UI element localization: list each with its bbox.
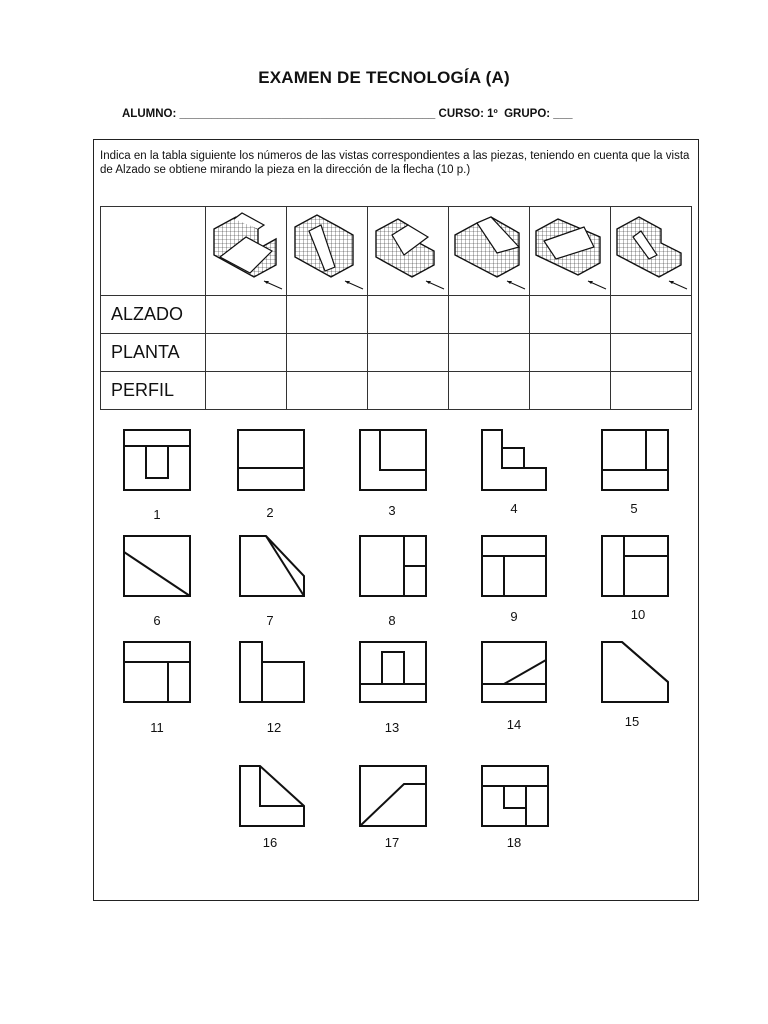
answer-cell[interactable] <box>449 296 530 334</box>
view-number: 3 <box>388 503 396 518</box>
answer-cell[interactable] <box>287 296 368 334</box>
piece-4-isometric <box>449 207 529 290</box>
piece-cell-2 <box>287 207 368 296</box>
view-number: 2 <box>266 505 274 520</box>
piece-cell-4 <box>449 207 530 296</box>
row-label-planta: PLANTA <box>101 334 206 372</box>
view-number: 4 <box>510 501 518 516</box>
row-label-alzado: ALZADO <box>101 296 206 334</box>
row-label-perfil: PERFIL <box>101 372 206 410</box>
instructions-text: Indica en la tabla siguiente los números de las vistas correspondientes a las piezas, teniendo en cuenta que la vista de Alzado se obtiene mirando la pieza en la dirección de la flecha (10 p.) <box>100 150 690 176</box>
piece-3-isometric <box>368 207 448 290</box>
curso-label: CURSO: 1º GRUPO: <box>438 108 551 120</box>
view-number: 18 <box>506 835 522 850</box>
view-number: 17 <box>384 835 400 850</box>
view-number: 7 <box>266 613 274 628</box>
view-number: 15 <box>624 714 640 729</box>
grupo-blank[interactable]: ___ <box>553 108 573 120</box>
view-number: 11 <box>150 720 164 735</box>
alumno-label: ALUMNO: <box>122 108 177 120</box>
view-number: 5 <box>630 501 638 516</box>
view-number: 12 <box>266 720 282 735</box>
answer-cell[interactable] <box>287 334 368 372</box>
answer-cell[interactable] <box>206 372 287 410</box>
answer-cell[interactable] <box>449 334 530 372</box>
answer-table <box>100 206 692 410</box>
answer-cell[interactable] <box>368 372 449 410</box>
table-corner-cell <box>101 207 206 296</box>
piece-6-isometric <box>611 207 691 290</box>
answer-cell[interactable] <box>368 334 449 372</box>
answer-cell[interactable] <box>206 334 287 372</box>
answer-cell[interactable] <box>611 372 692 410</box>
piece-cell-3 <box>368 207 449 296</box>
answer-cell[interactable] <box>287 372 368 410</box>
answer-cell[interactable] <box>611 334 692 372</box>
piece-1-isometric <box>206 207 286 290</box>
piece-cell-5 <box>530 207 611 296</box>
piece-cell-6 <box>611 207 692 296</box>
piece-5-isometric <box>530 207 610 290</box>
view-number: 6 <box>153 613 161 628</box>
answer-cell[interactable] <box>611 296 692 334</box>
view-number: 8 <box>388 613 396 628</box>
student-header <box>122 108 572 120</box>
view-number: 1 <box>153 507 161 522</box>
piece-2-isometric <box>287 207 367 290</box>
answer-cell[interactable] <box>530 296 611 334</box>
view-number: 10 <box>630 607 646 622</box>
answer-cell[interactable] <box>530 334 611 372</box>
view-number: 9 <box>510 609 518 624</box>
answer-cell[interactable] <box>206 296 287 334</box>
answer-cell[interactable] <box>530 372 611 410</box>
alumno-blank[interactable]: ________________________________________ <box>179 108 436 120</box>
view-number: 14 <box>506 717 522 732</box>
piece-cell-1 <box>206 207 287 296</box>
answer-cell[interactable] <box>449 372 530 410</box>
view-number: 13 <box>384 720 400 735</box>
answer-cell[interactable] <box>368 296 449 334</box>
exam-title: EXAMEN DE TECNOLOGÍA (A) <box>258 68 510 87</box>
view-number: 16 <box>262 835 278 850</box>
